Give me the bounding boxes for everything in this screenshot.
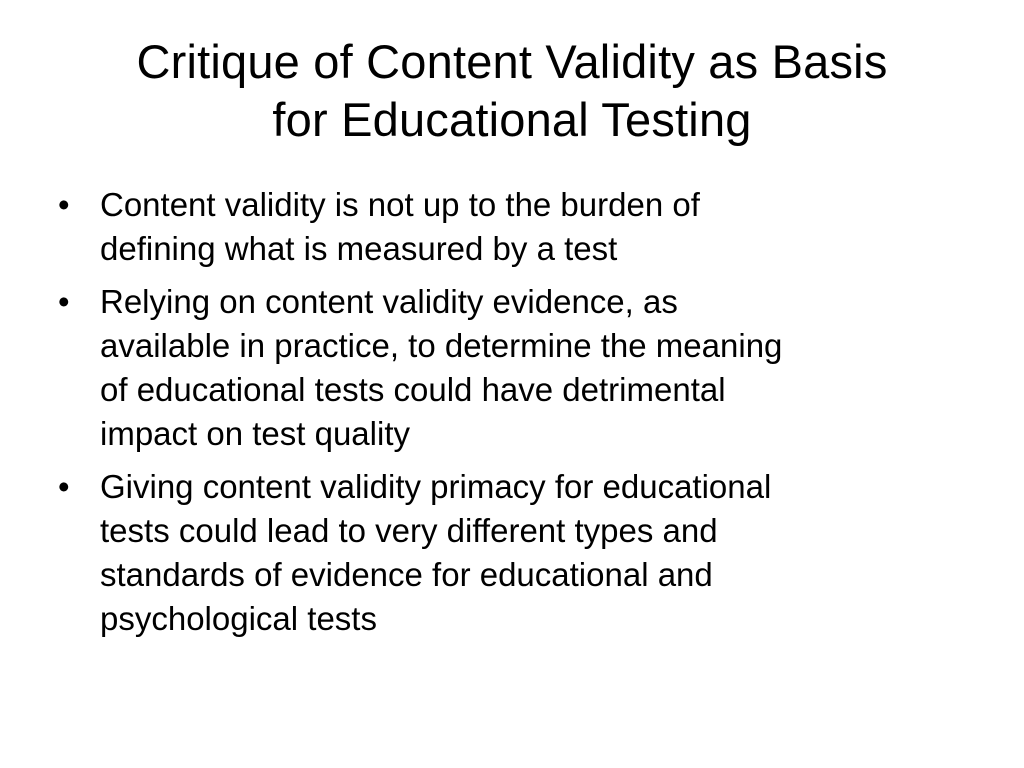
bullet-item (58, 465, 958, 641)
slide-title-line: for Educational Testing (272, 93, 752, 146)
bullet-text-line: psychological tests (100, 600, 377, 637)
bullet-marker: • (58, 468, 70, 505)
bullet-text-line: available in practice, to determine the meaning (100, 327, 783, 364)
bullet-text-line: Relying on content validity evidence, as (100, 283, 678, 320)
bullet-list (58, 183, 958, 650)
slide-title (40, 33, 984, 149)
bullet-text (100, 183, 958, 271)
bullet-text (100, 280, 958, 456)
bullet-text-line: impact on test quality (100, 415, 410, 452)
bullet-item (58, 183, 958, 271)
bullet-text-line: standards of evidence for educational and (100, 556, 713, 593)
bullet-marker: • (58, 186, 70, 223)
bullet-marker: • (58, 283, 70, 320)
bullet-text-line: of educational tests could have detrimental (100, 371, 726, 408)
slide-title-line: Critique of Content Validity as Basis (136, 35, 888, 88)
bullet-text-line: tests could lead to very different types and (100, 512, 718, 549)
bullet-text-line: defining what is measured by a test (100, 230, 618, 267)
bullet-text (100, 465, 958, 641)
bullet-item (58, 280, 958, 456)
bullet-text-line: Content validity is not up to the burden of (100, 186, 700, 223)
bullet-text-line: Giving content validity primacy for educational (100, 468, 772, 505)
